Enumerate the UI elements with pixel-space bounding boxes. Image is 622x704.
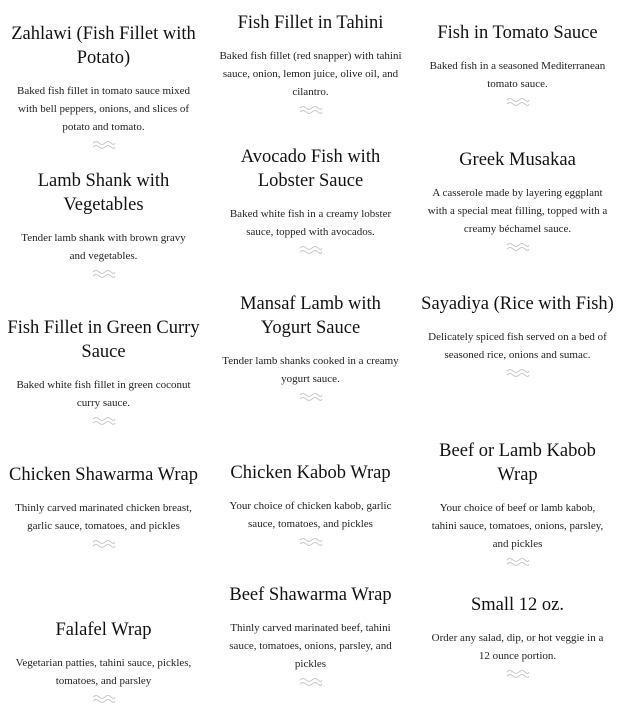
- menu-item: [414, 21, 621, 107]
- menu-item-description: Your choice of chicken kabob, garlic sauce, tomatoes, and pickles: [229, 500, 392, 530]
- menu-item-title: Chicken Shawarma Wrap: [9, 465, 198, 485]
- wave-divider-icon: [92, 140, 116, 150]
- menu-item-title: Falafel Wrap: [55, 620, 152, 640]
- menu-item: [207, 583, 414, 687]
- menu-item: [207, 145, 414, 255]
- menu-item-title: Fish Fillet in Tahini: [237, 13, 384, 33]
- wave-divider-icon: [299, 245, 323, 255]
- menu-item-description: Order any salad, dip, or hot veggie in a 12 ounce portion.: [431, 632, 604, 662]
- menu-item: [414, 593, 621, 679]
- wave-divider-icon: [299, 537, 323, 547]
- menu-item-description: Tender lamb shanks cooked in a creamy yogurt sauce.: [222, 355, 399, 385]
- menu-item: [0, 618, 207, 704]
- menu-item-title: Fish Fillet in Green Curry Sauce: [7, 318, 200, 362]
- menu-item-title: Avocado Fish with Lobster Sauce: [240, 147, 381, 191]
- menu-item-description: A casserole made by layering eggplant with a special meat filling, topped with a creamy béchamel sauce.: [427, 187, 608, 235]
- wave-divider-icon: [92, 269, 116, 279]
- menu-item-description: Thinly carved marinated chicken breast, garlic sauce, tomatoes, and pickles: [15, 502, 192, 532]
- wave-divider-icon: [506, 669, 530, 679]
- wave-divider-icon: [299, 105, 323, 115]
- menu-item-title: Greek Musakaa: [459, 150, 576, 170]
- wave-divider-icon: [506, 97, 530, 107]
- menu-item: [207, 461, 414, 547]
- wave-divider-icon: [92, 416, 116, 426]
- menu-item-description: Vegetarian patties, tahini sauce, pickles, tomatoes, and parsley: [15, 657, 192, 687]
- menu-item: [414, 292, 621, 378]
- wave-divider-icon: [92, 539, 116, 549]
- menu-item: [0, 316, 207, 426]
- menu-item: [207, 292, 414, 402]
- wave-divider-icon: [92, 694, 116, 704]
- menu-item-title: Sayadiya (Rice with Fish): [421, 294, 614, 314]
- wave-divider-icon: [299, 392, 323, 402]
- wave-divider-icon: [299, 677, 323, 687]
- menu-item-description: Baked white fish in a creamy lobster sauce, topped with avocados.: [229, 208, 392, 238]
- menu-item-description: Baked fish fillet (red snapper) with tahini sauce, onion, lemon juice, olive oil, and cilantro.: [219, 50, 402, 98]
- menu-item-description: Baked fish fillet in tomato sauce mixed with bell peppers, onions, and slices of potato and tomato.: [17, 85, 190, 133]
- menu-item: [0, 463, 207, 549]
- menu-item-title: Small 12 oz.: [470, 595, 564, 615]
- wave-divider-icon: [506, 368, 530, 378]
- menu-item-title: Beef Shawarma Wrap: [229, 585, 392, 605]
- menu-item-description: Baked white fish fillet in green coconut curry sauce.: [16, 379, 191, 409]
- menu-item: [207, 11, 414, 115]
- menu-item-title: Fish in Tomato Sauce: [437, 23, 598, 43]
- menu-item-title: Zahlawi (Fish Fillet with Potato): [11, 24, 196, 68]
- menu-item: [0, 169, 207, 279]
- menu-item-title: Lamb Shank with Vegetables: [37, 171, 170, 215]
- wave-divider-icon: [506, 242, 530, 252]
- menu-item-description: Tender lamb shank with brown gravy and vegetables.: [21, 232, 186, 262]
- menu-item-description: Baked fish in a seasoned Mediterranean tomato sauce.: [429, 60, 606, 90]
- menu-item-description: Delicately spiced fish served on a bed of seasoned rice, onions and sumac.: [428, 331, 607, 361]
- menu-item: [414, 439, 621, 567]
- menu-item-description: Thinly carved marinated beef, tahini sauce, tomatoes, onions, parsley, and pickles: [229, 622, 392, 670]
- menu-item-title: Beef or Lamb Kabob Wrap: [439, 441, 596, 485]
- menu-item-title: Mansaf Lamb with Yogurt Sauce: [240, 294, 381, 338]
- menu-item: [0, 22, 207, 150]
- menu-item-description: Your choice of beef or lamb kabob, tahini sauce, tomatoes, onions, parsley, and pickles: [431, 502, 604, 550]
- menu-item: [414, 148, 621, 252]
- menu-item-title: Chicken Kabob Wrap: [230, 463, 391, 483]
- wave-divider-icon: [506, 557, 530, 567]
